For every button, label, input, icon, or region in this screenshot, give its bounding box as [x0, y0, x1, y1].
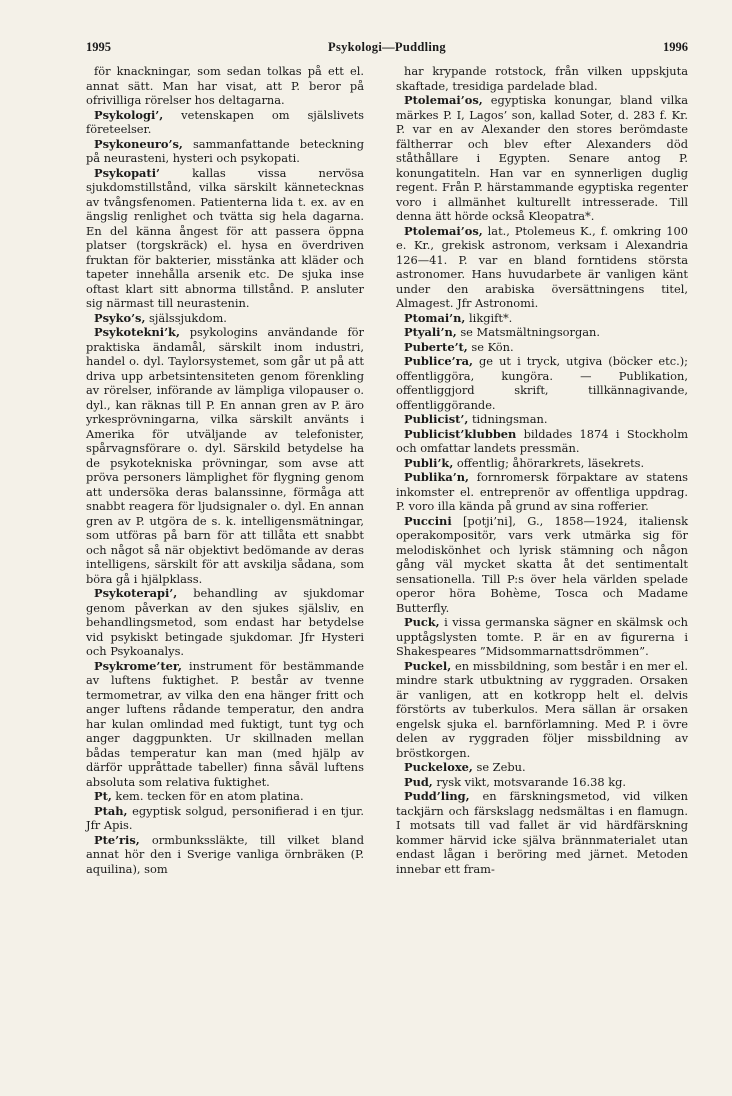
headword: Puckeloxe,: [404, 760, 473, 774]
left-column: [86, 64, 364, 876]
headword: Psykrome’ter,: [94, 658, 182, 673]
entry: Ptolemai’os, egyptiska konungar, bland vilka märkes P. I, Lagos’ son, kallad Soter, d. 283 f. Kr. P. var en av Alexander den stores berömdaste fältherrar och blev efter Alexanders död ståthållare i Egypten. Senare antog P. konungatiteln. Han var en synnerligen duglig regent. Från P. härstammande egyptiska regenter voro i allmänhet kulturellt intresserade. Till denna ätt hörde också Kleopatra*.: [396, 93, 688, 223]
headword: Ptah,: [94, 803, 128, 818]
entry: Psykoneuro’s, sammanfattande beteckning på neurasteni, hysteri och psykopati.: [86, 136, 364, 165]
headword: Puckel,: [404, 658, 452, 673]
entry: har krypande rotstock, från vilken uppskjuta skaftade, tresidiga pardelade blad.: [396, 64, 688, 93]
headword: Publika’n,: [404, 470, 469, 484]
headword: Ptyali’n,: [404, 325, 457, 339]
entry: Psykrome’ter, instrument för bestämmande av luftens fuktighet. P. består av tvenne termometrar, av vilka den ena hänger fritt och anger luftens rådande temperatur, den andra har kulan omlindad med fuktigt, tunt tyg och anger daggpunkten. Ur skillnaden mellan bådas temperatur kan man (med hjälp av därför uppråttade tabeller) finna såväl luftens absoluta som relativa fuktighet.: [86, 658, 364, 789]
entry: Publi’k, offentlig; åhörarkrets, läsekrets.: [404, 455, 645, 470]
entry: Psykotekni’k, psykologins användande för praktiska ändamål, särskilt inom industri, handel o. dyl. Taylorsystemet, som går ut på att driva upp arbetsintensiteten genom förenkling av rörelser, införande av lämpliga vilopauser o. dyl., kan räknas till P. En annan gren av P. äro yrkesprövningarna, vilka särskilt använts i Amerika för utväljande av telefonister, spårvagnsförare o. dyl. Särskild betydelse ha de psykotekniska prövningar, som avse att pröva personers lämplighet för flygning genom att undersöka deras balanssinne, förmåga att snabbt reagera för ljudsignaler o. dyl. En annan gren av P. utgöra de s. k. intelligensmätningar, som utföras på barn för att tillåta ett snabbt och något så när objektivt bedömande av deras intelligens, särskilt för att avskilja sådana, som böra gå i hjälpklass.: [86, 325, 364, 586]
headword: Puck,: [404, 615, 440, 629]
entry: Puccini [potji’ni], G., 1858—1924, italiensk operakompositör, vars verk utmärka sig för melodiskönhet och lyrisk stämning och någon gång väl mycket skatta åt det sentimentalt sensationella. Till P:s över hela världen spelade operor höra Bohème, Tosca och Madame Butterfly.: [396, 513, 688, 615]
headword: Ptolemai’os,: [404, 223, 483, 238]
headword: Pudd’ling,: [404, 789, 470, 803]
entry: Puckel, en missbildning, som består i en mer el. mindre stark utbuktning av ryggraden. Orsaken är vanligen, att en kotkropp helt el. delvis förstörts av tuberkulos. Mera sällan är orsaken engelsk sjuka el. barnförlamning. Med P. i övre delen av ryggraden följer missbildning av bröstkorgen.: [396, 658, 688, 760]
entry: Psykopati’ kallas vissa nervösa sjukdomstillstånd, vilka särskilt kännetecknas av tvångsfenomen. Patienterna lida t. ex. av en ängslig renlighet och tvätta sig hela dagarna. En del känna ångest för att passera öppna platser (torgskräck) el. hysa en överdriven fruktan för bakterier, misstänka att kläder och tapeter innehålla arsenik etc. De sjuka inse oftast klart sitt abnorma tillstånd. P. ansluter sig närmast till neurastenin.: [86, 165, 364, 310]
entry: Psykologi’, vetenskapen om själslivets företeelser.: [86, 107, 364, 136]
page-number-right: 1996: [663, 40, 688, 54]
headword: Publice’ra,: [404, 354, 473, 368]
entry: Publicist’, tidningsman.: [404, 412, 548, 426]
headword: Pte’ris,: [94, 832, 140, 847]
entry: Puck, i vissa germanska sägner en skälmsk och upptågslysten tomte. P. är en av figurerna i Shakespeares ”Midsommarnattsdrömmen”.: [396, 615, 688, 658]
entry: Pte’ris, ormbunkssläkte, till vilket bland annat hör den i Sverige vanliga örnbräken (P. aquilina), som: [86, 832, 364, 876]
entry: Psyko’s, själssjukdom.: [94, 310, 227, 325]
entry: Psykoterapi’, behandling av sjukdomar genom påverkan av den sjukes själsliv, en behandlingsmetod, som endast har betydelse vid psykiskt betingade sjukdomar. Jfr Hysteri och Psykoanalys.: [86, 586, 364, 658]
entry: Publika’n, fornromersk förpaktare av statens inkomster el. entreprenör av offentliga uppdrag. P. voro illa kända på grund av sina rofferier.: [396, 470, 688, 513]
entry: Publice’ra, ge ut i tryck, utgiva (böcker etc.); offentliggöra, kungöra. — Publikation, offentliggjord skrift, tillkännagivande, offentliggörande.: [396, 354, 688, 412]
headword: Puccini: [404, 513, 452, 528]
headword: Puberte’t,: [404, 339, 468, 354]
entry: Ptah, egyptisk solgud, personifierad i en tjur. Jfr Apis.: [86, 803, 364, 832]
page-header: [86, 40, 688, 56]
right-column: [396, 64, 688, 876]
headword: Ptolemai’os,: [404, 93, 483, 107]
headword: Pt,: [94, 789, 112, 803]
headword: Publicist’,: [404, 412, 469, 426]
headword: Publi’k,: [404, 455, 454, 470]
headword: Ptomai’n,: [404, 310, 466, 325]
entry: Ptolemai’os, lat., Ptolemeus K., f. omkring 100 e. Kr., grekisk astronom, verksam i Alexandria 126—41. P. var en bland forntidens största astronomer. Hans huvudarbete är vanligen känt under den arabiska översättningens titel, Almagest. Jfr Astronomi.: [396, 223, 688, 310]
entry: Pudd’ling, en färskningsmetod, vid vilken tackjärn och färskslagg nedsmältas i en flamugn. I motsats till vad fallet är vid härdfärskning kommer härvid icke själva brännmaterialet utan endast lågan i beröring med järnet. Metoden innebar ett fram-: [396, 789, 688, 876]
entry: Pud, rysk vikt, motsvarande 16.38 kg.: [404, 774, 627, 789]
page-number-left: 1995: [86, 40, 111, 54]
headword: Psykoterapi’,: [94, 586, 178, 600]
entry: Puckeloxe, se Zebu.: [404, 760, 526, 774]
headword: Publicist’klubben: [404, 426, 517, 441]
headword: Psykopati’: [94, 165, 160, 180]
entry: Pt, kem. tecken för en atom platina.: [94, 789, 304, 803]
headword: Psyko’s,: [94, 310, 146, 325]
entry: Ptyali’n, se Matsmältningsorgan.: [404, 325, 601, 339]
entry: Ptomai’n, likgift*.: [404, 310, 513, 325]
headword: Psykologi’,: [94, 107, 164, 122]
headword: Psykotekni’k,: [94, 325, 180, 339]
running-title: Psykologi—Puddling: [328, 40, 446, 54]
entry: Publicist’klubben bildades 1874 i Stockholm och omfattar landets pressmän.: [396, 426, 688, 455]
headword: Pud,: [404, 774, 433, 789]
entry: för knackningar, som sedan tolkas på ett el. annat sätt. Man har visat, att P. beror på ofrivilliga rörelser hos deltagarna.: [86, 64, 364, 107]
headword: Psykoneuro’s,: [94, 136, 183, 151]
entry: Puberte’t, se Kön.: [404, 339, 514, 354]
